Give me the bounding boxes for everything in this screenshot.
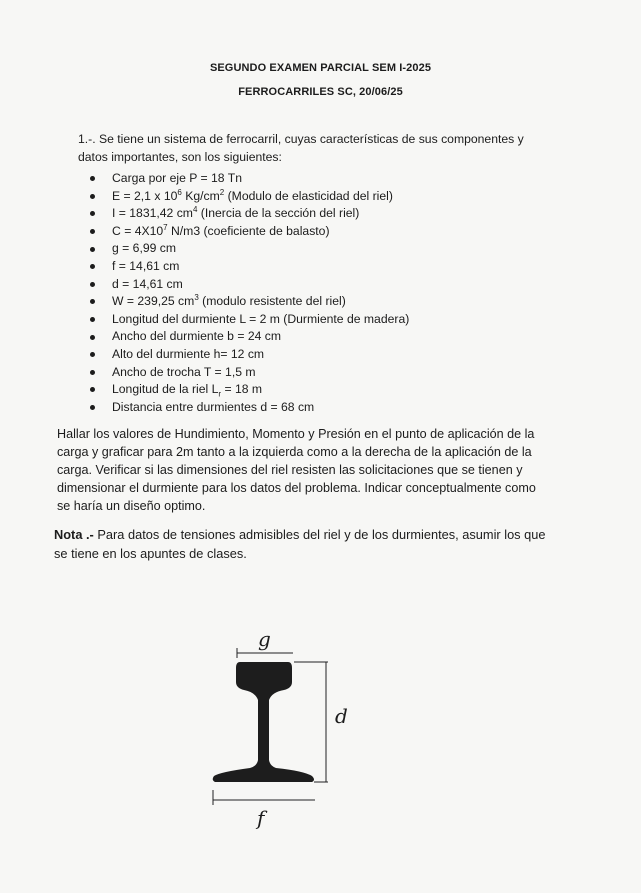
g-label: g xyxy=(258,627,271,651)
rail-profile xyxy=(213,662,314,782)
intro-line-1: 1.-. Se tiene un sistema de ferrocarril, cuyas características de sus componentes y xyxy=(78,132,524,146)
f-label: f xyxy=(257,806,265,830)
bullet-icon xyxy=(90,299,95,304)
bullet-icon xyxy=(90,317,95,322)
statement-line-1: Hallar los valores de Hundimiento, Momento y Presión en el punto de aplicación de la xyxy=(57,427,535,441)
list-item: d = 14,61 cm xyxy=(90,276,409,294)
note-line-2: se tiene en los apuntes de clases. xyxy=(54,546,247,561)
problem-statement xyxy=(57,425,579,515)
d-label: d xyxy=(335,704,348,728)
data-list xyxy=(90,170,409,416)
bullet-icon xyxy=(90,211,95,216)
note-block xyxy=(54,525,580,563)
bullet-icon xyxy=(90,229,95,234)
list-item: Distancia entre durmientes d = 68 cm xyxy=(90,399,409,417)
note-label: Nota .- xyxy=(54,527,94,542)
list-item: Carga por eje P = 18 Tn xyxy=(90,170,409,188)
bullet-icon xyxy=(90,247,95,252)
bullet-icon xyxy=(90,264,95,269)
course-date-line: FERROCARRILES SC, 20/06/25 xyxy=(238,86,403,98)
list-item: I = 1831,42 $cm^4$ (Inercia de la sección del riel) xyxy=(90,205,409,223)
bullet-icon xyxy=(90,387,95,392)
list-item: $C = 4X10^7$ N/m3 (coeficiente de balasto) xyxy=(90,223,409,241)
bullet-icon xyxy=(90,194,95,199)
statement-line-4: dimensionar el durmiente para los datos del problema. Indicar conceptualmente como xyxy=(57,481,536,495)
list-item: Longitud de la riel $L_r = 18$ m xyxy=(90,381,409,399)
list-item: f = 14,61 cm xyxy=(90,258,409,276)
statement-line-3: carga. Verificar si las dimensiones del riel resisten las solicitaciones que se tienen y xyxy=(57,463,523,477)
bullet-icon xyxy=(90,335,95,340)
list-item: g = 6,99 cm xyxy=(90,240,409,258)
statement-line-5: se haría un diseño optimo. xyxy=(57,499,206,513)
bullet-icon xyxy=(90,282,95,287)
list-item: Longitud del durmiente L = 2 m (Durmiente de madera) xyxy=(90,311,409,329)
rail-section-figure xyxy=(200,620,370,835)
list-item: Alto del durmiente h= 12 cm xyxy=(90,346,409,364)
exam-title: SEGUNDO EXAMEN PARCIAL SEM I-2025 xyxy=(209,62,432,74)
intro-line-2: datos importantes, son los siguientes: xyxy=(78,150,282,164)
bullet-icon xyxy=(90,405,95,410)
statement-line-2: carga y graficar para 2m tanto a la izquierda como a la derecha de la aplicación de la xyxy=(57,445,532,459)
list-item: Ancho de trocha T = 1,5 m xyxy=(90,364,409,382)
problem-intro xyxy=(78,130,558,166)
list-item: E = 2,1 x $10^6$ $Kg/cm^2$ (Modulo de elasticidad del riel) xyxy=(90,188,409,206)
bullet-icon xyxy=(90,176,95,181)
list-item: Ancho del durmiente b = 24 cm xyxy=(90,328,409,346)
bullet-icon xyxy=(90,370,95,375)
bullet-icon xyxy=(90,352,95,357)
note-line-1: Para datos de tensiones admisibles del riel y de los durmientes, asumir los que xyxy=(93,527,546,542)
list-item: W = 239,25 $cm^3$ (modulo resistente del riel) xyxy=(90,293,409,311)
